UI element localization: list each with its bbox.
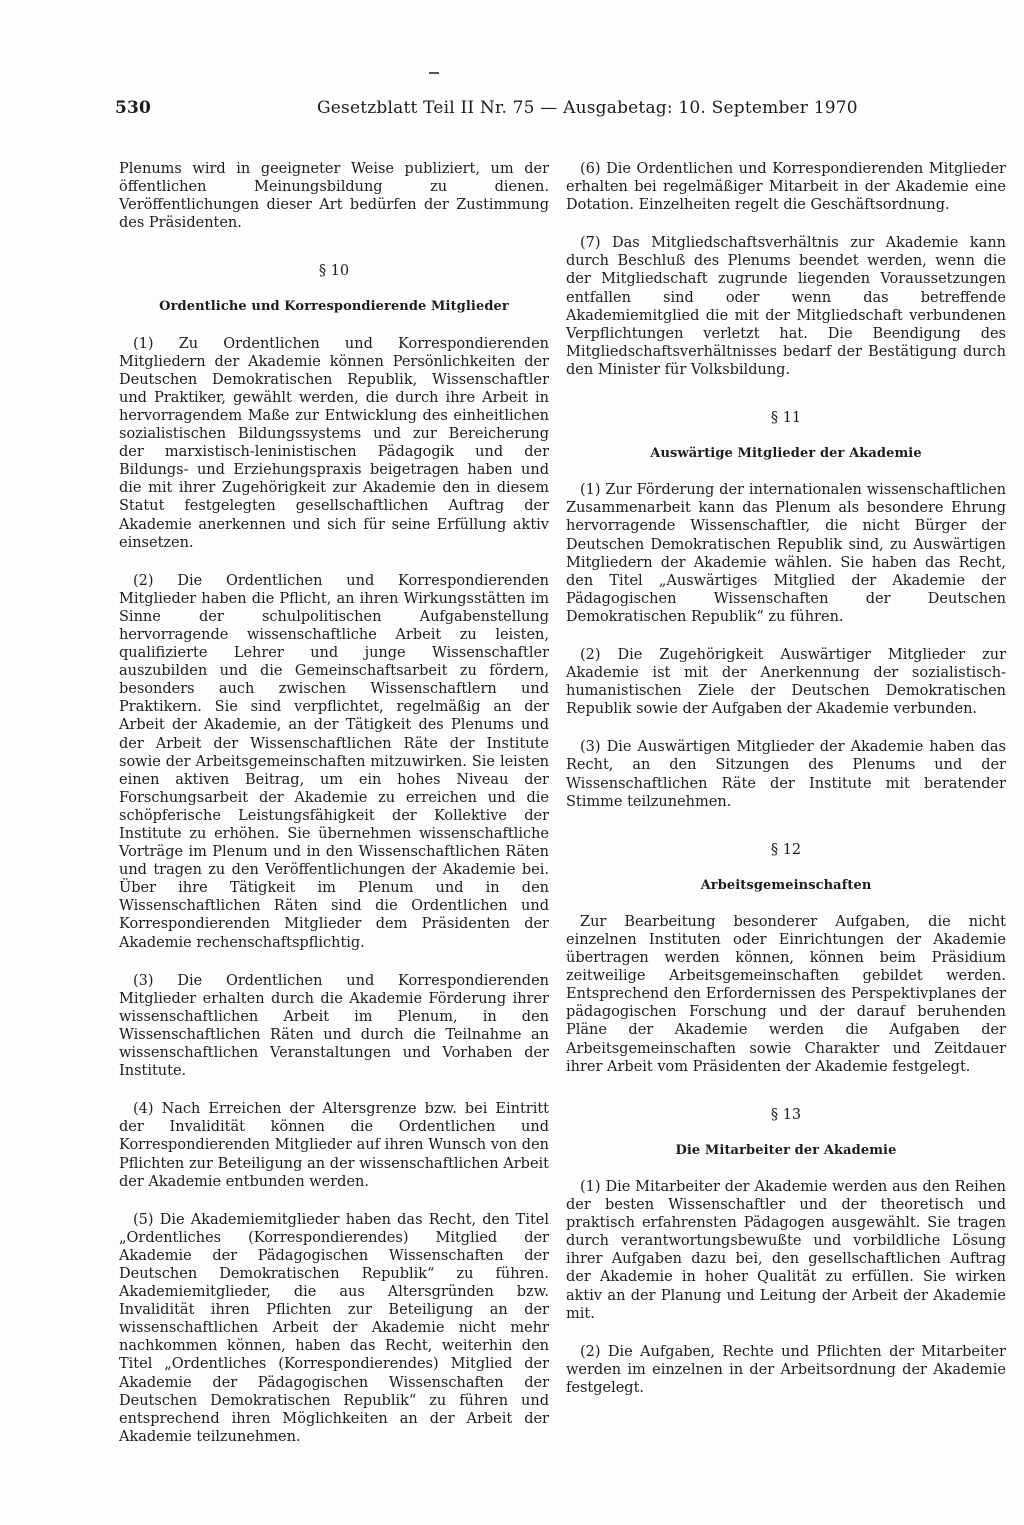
s10-paragraph-5: (5) Die Akademiemitglieder haben das Recht, den Titel „Ordentliches (Korrespondierendes) Mitglied der Akademie der Pädagogischen Wissenschaften der Deutschen Demokratischen Republik“ zu führen. Akademiemitglieder, die aus Altersgründen bzw. Invalidität ihren Pflichten zur Beteiligung an der wissenschaftlichen Arbeit der Akademie nicht mehr nachkommen können, haben das Recht, weiterhin den Titel „Ordentliches (Korrespondierendes) Mitglied der Akademie der Pädagogischen Wissenschaften der Deutschen Demokratischen Republik“ zu führen und entsprechend ihren Möglichkeiten an der Arbeit der Akademie teilzunehmen. — [119, 1211, 549, 1445]
section-10-number: § 10 — [318, 263, 350, 280]
section-12-number: § 12 — [770, 841, 802, 858]
section-13-number: § 13 — [770, 1106, 802, 1123]
s11-paragraph-1: (1) Zur Förderung der internationalen wissenschaftlichen Zusammenarbeit kann das Plenum als besondere Ehrung hervorragende Wissenschaftler, die nicht Bürger der Deutschen Demokratischen Republik sind, zu Auswärtigen Mitgliedern der Akademie wählen. Sie haben das Recht, den Titel „Auswärtiges Mitglied der Akademie der Pädagogischen Wissenschaften der Deutschen Demokratischen Republik“ zu führen. — [566, 482, 1006, 625]
page-header — [115, 98, 858, 124]
s13-paragraph-2: (2) Die Aufgaben, Rechte und Pflichten der Mitarbeiter werden im einzelnen in der Arbeitsordnung der Akademie festgelegt. — [566, 1343, 1006, 1396]
section-10-title: Ordentliche und Korrespondierende Mitglieder — [159, 299, 509, 315]
s10-paragraph-3: (3) Die Ordentlichen und Korrespondierenden Mitglieder erhalten durch die Akademie Förderung ihrer wissenschaftlichen Arbeit im Plenum, in den Wissenschaftlichen Räten und durch die Teilnahme an wissenschaftlichen Veranstaltungen und Vorhaben der Institute. — [119, 972, 549, 1080]
s11-paragraph-2: (2) Die Zugehörigkeit Auswärtiger Mitglieder zur Akademie ist mit der Anerkennung der sozialistisch-humanistischen Ziele der Deutschen Demokratischen Republik sowie der Aufgaben der Akademie verbunden. — [566, 646, 1006, 718]
section-11-number: § 11 — [770, 410, 802, 427]
intro-paragraph: Plenums wird in geeigneter Weise publiziert, um der öffentlichen Meinungsbildung zu dienen. Veröffentlichungen dieser Art bedürfen der Zustimmung des Präsidenten. — [119, 161, 549, 232]
page-number: 530 — [115, 98, 152, 118]
s13-paragraph-1: (1) Die Mitarbeiter der Akademie werden aus den Reihen der besten Wissenschaftler und der theoretisch und praktisch erfahrensten Pädagogen ausgewählt. Sie tragen durch verantwortungsbewußte und vorbildliche Lösung ihrer Aufgaben dazu bei, den gesellschaftlichen Auftrag der Akademie in hoher Qualität zu erfüllen. Sie wirken aktiv an der Planung und Leitung der Arbeit der Akademie mit. — [566, 1178, 1006, 1322]
s10-paragraph-4: (4) Nach Erreichen der Altersgrenze bzw. bei Eintritt der Invalidität können die Ordentlichen und Korrespondierenden Mitglieder auf ihren Wunsch von den Pflichten zur Beteiligung an der wissenschaftlichen Arbeit der Akademie entbunden werden. — [119, 1101, 549, 1190]
right-column — [566, 160, 1006, 1417]
header-title: Gesetzblatt Teil II Nr. 75 — Ausgabetag: 10. September 1970 — [317, 98, 858, 118]
s10-paragraph-1: (1) Zu Ordentlichen und Korrespondierenden Mitgliedern der Akademie können Persönlichkeiten der Deutschen Demokratischen Republik, Wissenschaftler und Praktiker, gewählt werden, die durch ihre Arbeit in hervorragendem Maße zur Entwicklung des einheitlichen sozialistischen Bildungssystems und zur Bereicherung der marxistisch-leninistischen Pädagogik und der Bildungs- und Erziehungspraxis beigetragen haben und die mit ihrer Zugehörigkeit zur Akademie den in diesem Statut festgelegten gesellschaftlichen Auftrag der Akademie anerkennen und sich für seine Erfüllung aktiv einsetzen. — [119, 335, 549, 551]
left-column — [119, 160, 549, 1466]
section-13-title: Die Mitarbeiter der Akademie — [675, 1142, 897, 1158]
s10-paragraph-6: (6) Die Ordentlichen und Korrespondierenden Mitglieder erhalten bei regelmäßiger Mitarbeit in der Akademie eine Dotation. Einzelheiten regelt die Geschäftsordnung. — [566, 161, 1006, 214]
s12-paragraph: Zur Bearbeitung besonderer Aufgaben, die nicht einzelnen Instituten oder Einrichtungen der Akademie übertragen werden können, können beim Präsidium zeitweilige Arbeitsgemeinschaften gebildet werden. Entsprechend den Erfordernissen des Perspektivplanes der pädagogischen Forschung und der darauf beruhenden Pläne der Akademie werden die Aufgaben der Arbeitsgemeinschaften sowie Charakter und Zeitdauer ihrer Arbeit vom Präsidenten der Akademie festgelegt. — [566, 913, 1006, 1075]
section-11-title: Auswärtige Mitglieder der Akademie — [650, 446, 922, 462]
s11-paragraph-3: (3) Die Auswärtigen Mitglieder der Akademie haben das Recht, an den Sitzungen des Plenums und der Wissenschaftlichen Räte der Institute mit beratender Stimme teilzunehmen. — [566, 739, 1006, 810]
s10-paragraph-7: (7) Das Mitgliedschaftsverhältnis zur Akademie kann durch Beschluß des Plenums beendet werden, wenn die der Mitgliedschaft zugrunde liegenden Voraussetzungen entfallen sind oder wenn das betreffende Akademiemitglied die mit der Mitgliedschaft verbundenen Verpflichtungen verletzt hat. Die Beendigung des Mitgliedschaftsverhältnisses bedarf der Bestätigung durch den Minister für Volksbildung. — [566, 235, 1006, 378]
s10-paragraph-2: (2) Die Ordentlichen und Korrespondierenden Mitglieder haben die Pflicht, an ihren Wirkungsstätten im Sinne der schulpolitischen Aufgabenstellung hervorragende wissenschaftliche Arbeit zu leisten, qualifizierte Lehrer und junge Wissenschaftler auszubilden und die Gemeinschaftsarbeit zu fördern, besonders auch zwischen Wissenschaftlern und Praktikern. Sie sind verpflichtet, regelmäßig an der Arbeit der Akademie, an der Tätigkeit des Plenums und der Arbeit der Wissenschaftlichen Räte der Institute sowie der Arbeitsgemeinschaften mitzuwirken. Sie leisten einen aktiven Beitrag, um ein hohes Niveau der Forschungsarbeit der Akademie zu erreichen und die schöpferische Leistungsfähigkeit der Kollektive der Institute zu erhöhen. Sie übernehmen wissenschaftliche Vorträge im Plenum und in den Wissenschaftlichen Räten und tragen zu den Veröffentlichungen der Akademie bei. Über ihre Tätigkeit im Plenum und in den Wissenschaftlichen Räten sind die Ordentlichen und Korrespondierenden Mitglieder dem Präsidenten der Akademie rechenschaftspflichtig. — [119, 572, 549, 951]
print-mark — [429, 72, 439, 74]
section-12-title: Arbeitsgemeinschaften — [700, 877, 872, 893]
